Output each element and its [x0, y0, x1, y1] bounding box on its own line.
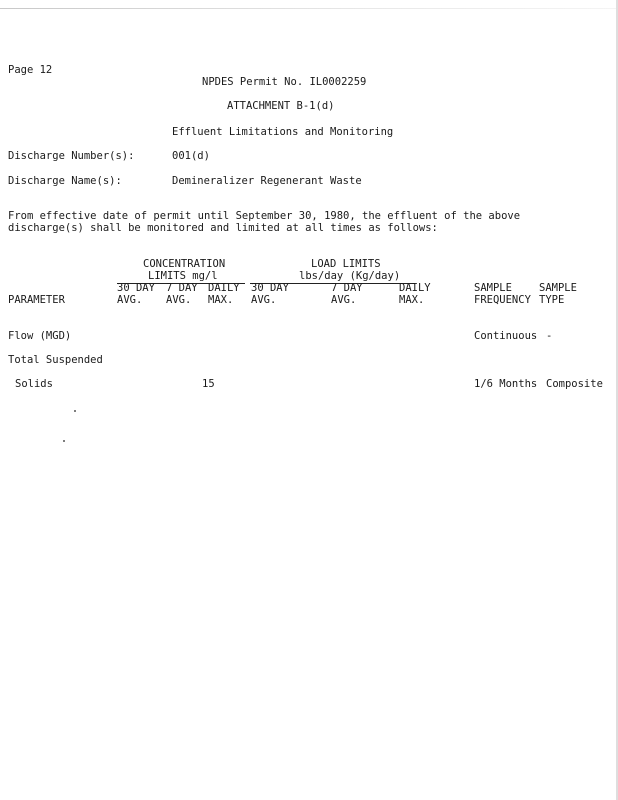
concentration-units: LIMITS mg/l: [148, 270, 218, 282]
concentration-header: CONCENTRATION: [143, 258, 226, 270]
load-7day-avg: AVG.: [331, 294, 357, 306]
load-units: lbs/day (Kg/day): [299, 270, 401, 282]
sample-type-header-2: TYPE: [539, 294, 565, 306]
intro-line-2: discharge(s) shall be monitored and limited at all times as follows:: [8, 222, 438, 234]
conc-30day-header: 30 DAY: [117, 282, 155, 294]
intro-line-1: From effective date of permit until September 30, 1980, the effluent of the above: [8, 210, 521, 222]
conc-30day-avg: AVG.: [117, 294, 143, 306]
parameter-header: PARAMETER: [8, 294, 65, 306]
page-number: Page 12: [8, 64, 53, 76]
conc-7day-avg: AVG.: [166, 294, 192, 306]
row-flow-type: -: [546, 330, 553, 342]
conc-daily-max: MAX.: [208, 294, 234, 306]
conc-daily-header: DAILY: [208, 282, 240, 294]
attachment-title: ATTACHMENT B-1(d): [227, 100, 335, 112]
row-flow-frequency: Continuous: [474, 330, 538, 342]
permit-number: NPDES Permit No. IL0002259: [202, 76, 367, 88]
row-solids-conc-30day: 15: [202, 378, 215, 390]
load-daily-max: MAX.: [399, 294, 425, 306]
discharge-name-value: Demineralizer Regenerant Waste: [172, 175, 362, 187]
load-daily-header: DAILY: [399, 282, 431, 294]
sample-frequency-header-1: SAMPLE: [474, 282, 512, 294]
load-header: LOAD LIMITS: [311, 258, 381, 270]
section-title: Effluent Limitations and Monitoring: [172, 126, 394, 138]
load-30day-header: 30 DAY: [251, 282, 289, 294]
discharge-number-label: Discharge Number(s):: [8, 150, 135, 162]
row-tss-parameter: Total Suspended: [8, 354, 103, 366]
row-flow-parameter: Flow (MGD): [8, 330, 72, 342]
row-solids-frequency: 1/6 Months: [474, 378, 538, 390]
load-7day-header: 7 DAY: [331, 282, 363, 294]
scan-speck: [74, 410, 76, 412]
load-30day-avg: AVG.: [251, 294, 277, 306]
conc-7day-header: 7 DAY: [166, 282, 198, 294]
discharge-name-label: Discharge Name(s):: [8, 175, 122, 187]
sample-frequency-header-2: FREQUENCY: [474, 294, 531, 306]
scan-edge-top: [0, 8, 618, 9]
discharge-number-value: 001(d): [172, 150, 210, 162]
sample-type-header-1: SAMPLE: [539, 282, 577, 294]
scan-speck: [63, 440, 65, 442]
row-solids-parameter: Solids: [15, 378, 53, 390]
row-solids-type: Composite: [546, 378, 603, 390]
